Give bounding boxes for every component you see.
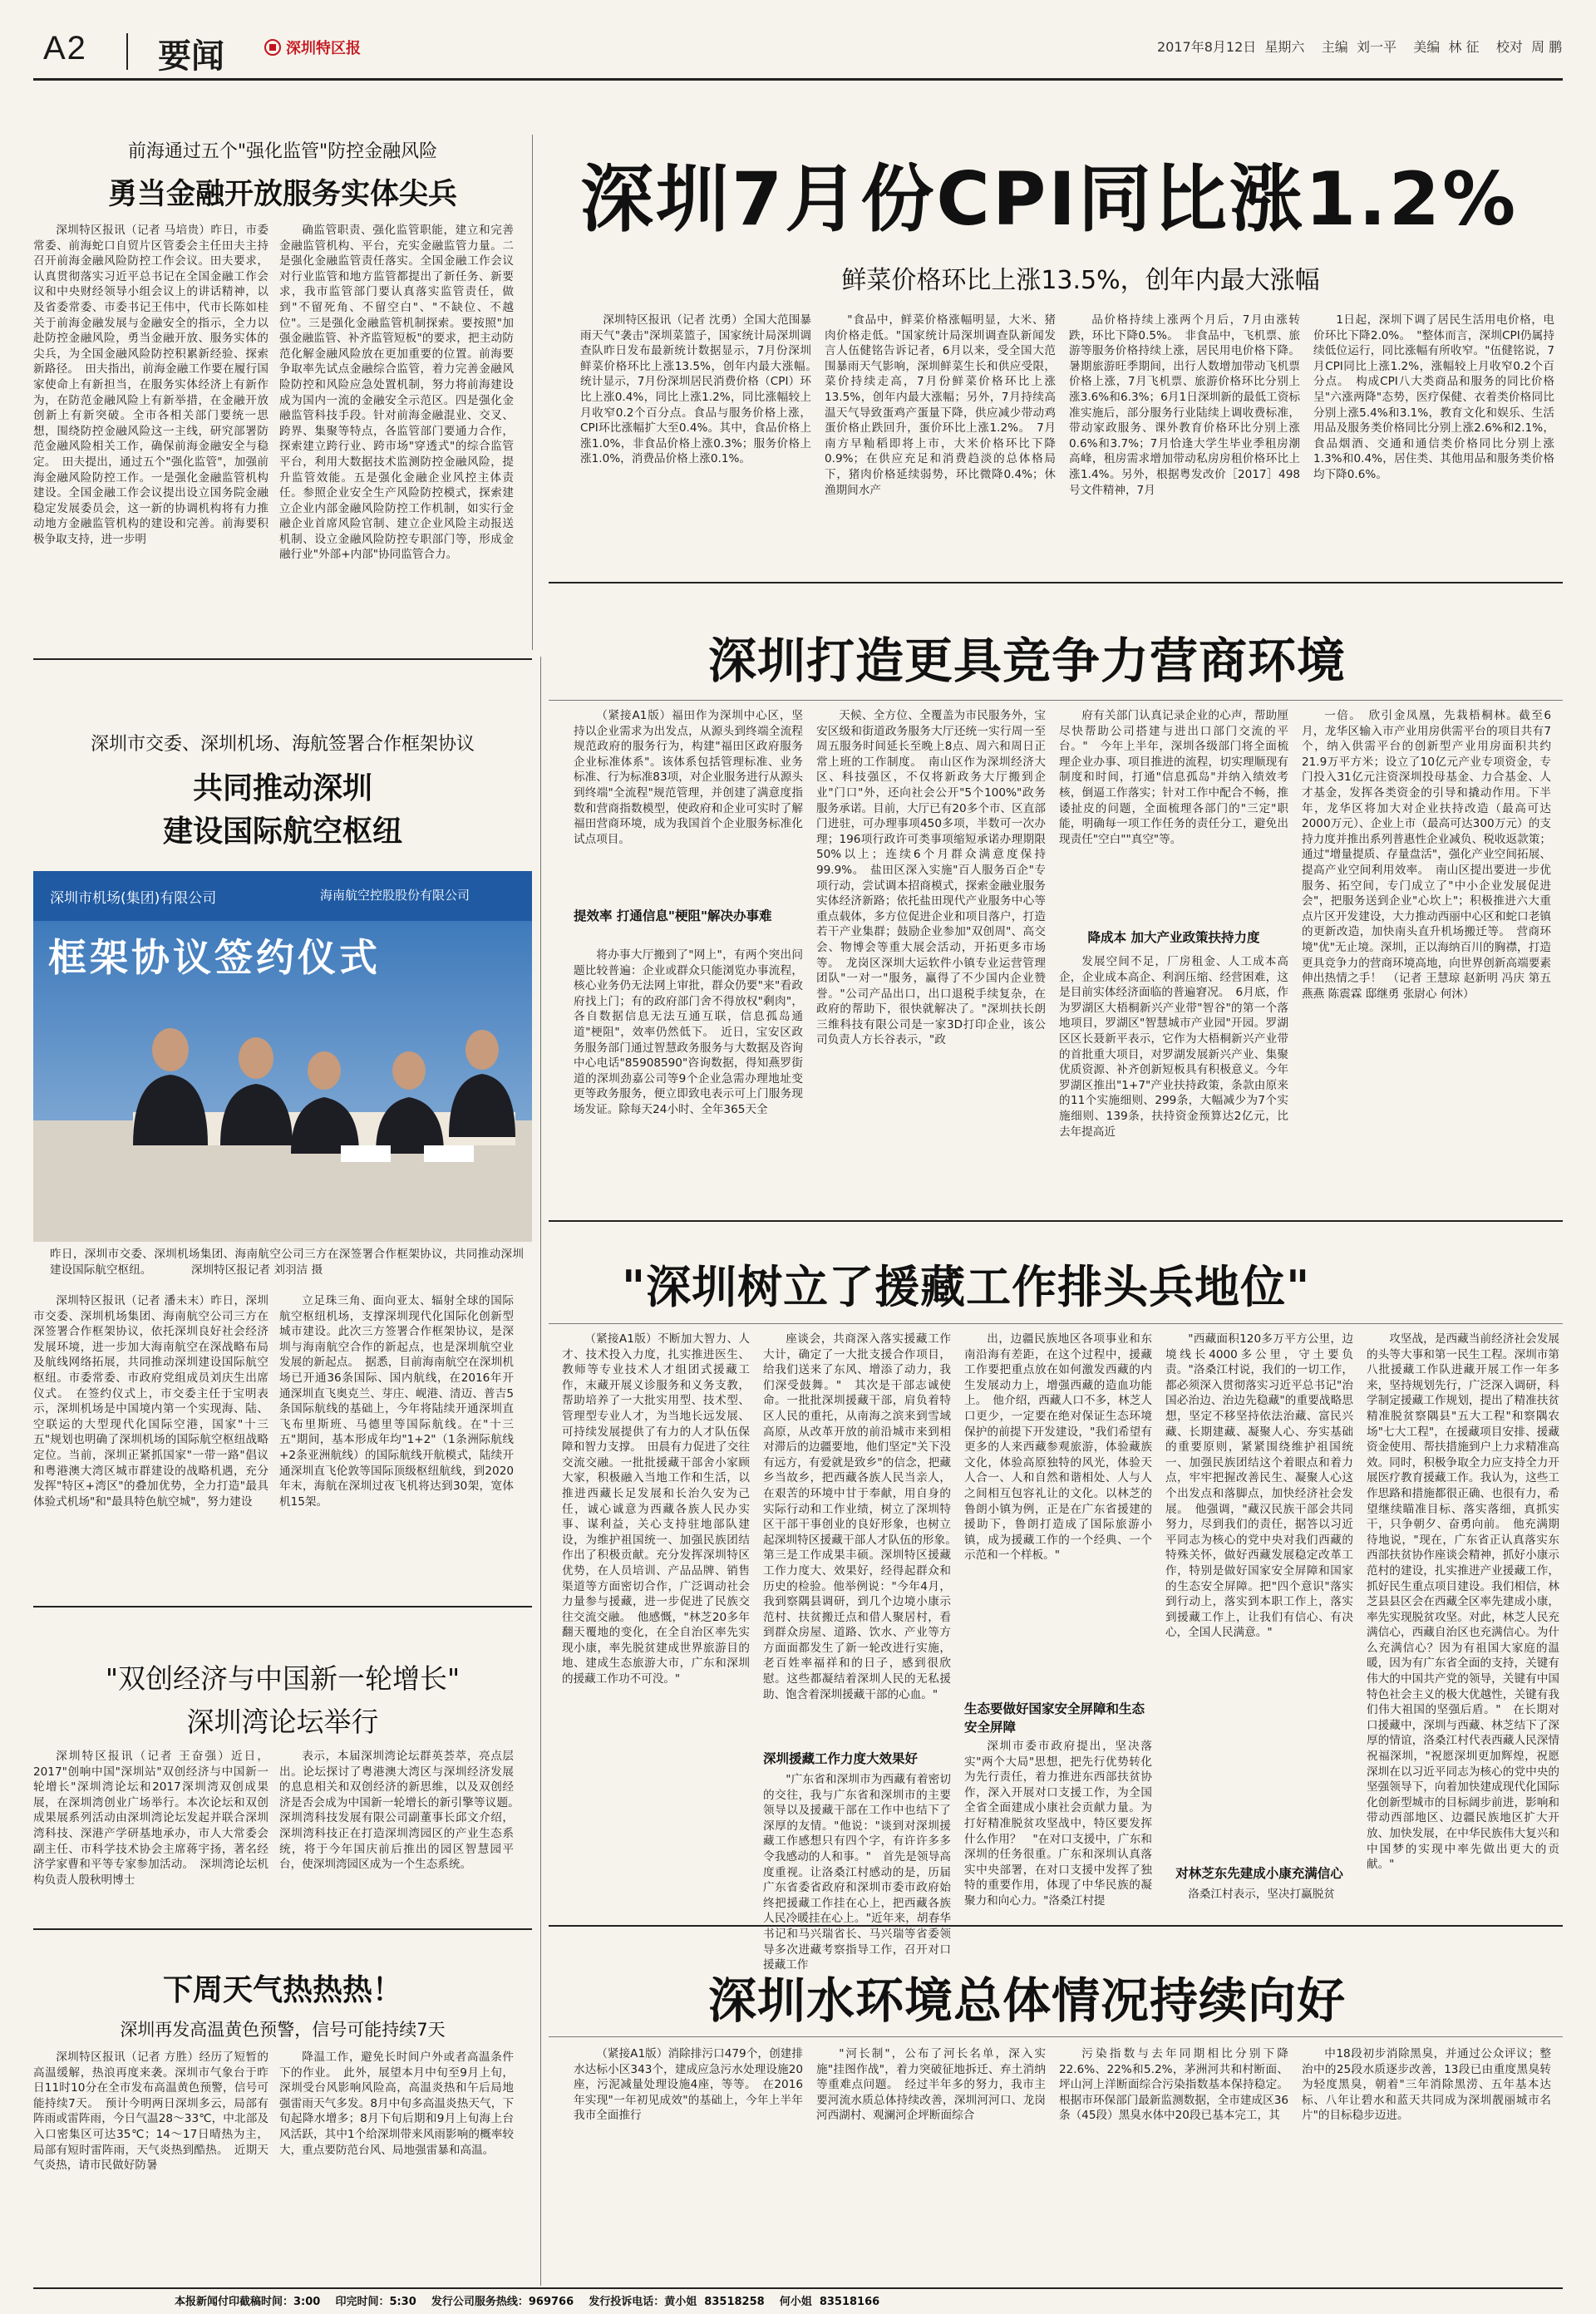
article-body-col3 — [1069, 313, 1300, 572]
paragraph: （紧接A1版）消除排污口479个，创建排水达标小区343个，建成应急污水处理设施20座，污泥减量处理设施4座，等等。 在2016年实现"一年初见成效"的基础上，今年上半年我市全面推行 — [574, 2047, 803, 2123]
article-body-col1 — [33, 223, 268, 647]
article-body-col2a — [763, 1332, 963, 1745]
article-kicker: 前海通过五个"强化监管"防控金融风险 — [127, 141, 438, 162]
article-body-col2 — [279, 1293, 514, 1596]
article-subhead-ecology: 生态要做好国家安全屏障和生态安全屏障 — [964, 1701, 1145, 1735]
paragraph: 深圳特区报讯（记者 马培贵）昨日，市委常委、前海蛇口自贸片区管委会主任田夫主持召开前海金融风险防控工作会议。田夫要求，认真贯彻落实习近平总书记在全国金融工作会议和中央财经领导小组会议上的讲话精神，以及省委常委、市委书记王伟中，代市长陈如桂关于前海金融发展与金融安全的指示，全力以赴防控金融风险，勇当金融开放、服务实体的尖兵，为全国金融风险防控积累新经验、探索新路径。 田夫指出，前海金融工作要在履行国家使命上有新担当，在服务实体经济上有新作为，在防范金融风险上有新举措，在金融开放创新上有新突破。全市各相关部门要统一思想，围绕防控金融风险这一主线，研究部署防范金融风险相关工作，确保前海金融安全与稳定。 田夫提出，通过五个"强化监管"，加强前海金融风险防控工作。一是强化金融监管机构建设。全国金融工作会议提出设立国务院金融稳定发展委员会，这一新的协调机构将有力推动地方金融监管机构的建设和完善。前海要积极争取支持，进一步明 — [33, 224, 268, 546]
column-divider — [532, 135, 533, 650]
signing-ceremony-photo — [33, 871, 532, 1242]
article-title: 勇当金融开放服务实体尖兵 — [107, 178, 457, 211]
article-body-col3a — [964, 1332, 1152, 1696]
article-body-col1 — [562, 1332, 750, 1910]
article-body-col4b — [1165, 1887, 1353, 1910]
article-body-col2b — [763, 1772, 951, 1972]
article-body-col1 — [580, 313, 823, 572]
paragraph: 品价格持续上涨两个月后，7月由涨转跌，环比下降0.5%。 非食品中，飞机票、旅游等服务价格持续上涨，居民用电价格下降。暑期旅游旺季期间，出行人数增加带动飞机票价格上涨，7月飞机票、旅游价格环比分别上涨3.6%和6.3%；6月1日深圳新的最低工资标准实施后，部分服务行业陆续上调收费标准，带动家政服务、课外教育价格环比分别上涨0.6%和3.7%；7月恰逢大学生毕业季租房潮高峰，租房需求增加带动私房房租价格环比上涨1.4%。另外，根据粤发改价［2017］498号文件精神，7月 — [1069, 313, 1300, 497]
paragraph: 确监管职责、强化监管职能，建立和完善金融监管机构、平台，充实金融监管力量。二是强化金融监管责任落实。全国金融工作会议对行业监管和地方监管都提出了新任务、新要求，我市监管部门要认真落实监管责任，做到"不留死角、不留空白"、"不缺位、不越位"。三是强化金融监管机制探索。要按照"加强金融监管、补齐监管短板"的要求，把主动防范化解金融风险放在更加重要的位置。前海要争取率先试点金融综合监管，着力完善金融风险防控和风险应急处置机制，努力将前海建设成为国内一流的金融安全示范区。四是强化金融监管科技手段。针对前海金融混业、交叉、跨界、集聚等特点，各监管部门要通力合作，探索建立跨行业、跨市场"穿透式"的综合监管平台，利用大数据技术监测防控金融风险，提升监管效能。五是强化金融企业风控主体责任。参照企业安全生产风险防控模式，探索建立企业内部金融风险防控工作机制，如实行金融企业首席风险官制、建立企业风险主动报送机制、设立金融风险防控专职部门等，形成金融行业"外部+内部"协同监管合力。 — [279, 224, 514, 562]
article-subtitle: 深圳再发高温黄色预警，信号可能持续7天 — [120, 2020, 446, 2040]
section-rule — [549, 1220, 1563, 1222]
photo-illustration — [33, 871, 532, 1242]
article-title-line1: 共同推动深圳 — [192, 771, 372, 805]
section-rule — [33, 1928, 532, 1930]
article-body-col1 — [33, 2050, 268, 2276]
page-number: A2 — [43, 30, 87, 66]
article-body-col4 — [1313, 313, 1554, 572]
article-title: 深圳水环境总体情况持续向好 — [708, 1972, 1347, 2029]
article-body-col2 — [279, 223, 514, 647]
paragraph: "西藏面积120多万平方公里，边境线长4000多公里，守土要负责。"洛桑江村说，我们的一切工作，都必须深入贯彻落实习近平总书记"治国必治边、治边先稳藏"的重要战略思想，坚定不移坚持依法治藏、富民兴藏、长期建藏、凝聚人心、夯实基础的重要原则，紧紧围绕维护祖国统一、加强民族团结这个着眼点和着力点，牢牢把握改善民生、凝聚人心这个出发点和落脚点，加快经济社会发展。 他强调，"藏汉民族干部会共同努力，尽到我们的责任，据答以习近平同志为核心的党中央对我们西藏的特殊关怀，做好西藏发展稳定改革工作，特别是做好国家安全屏障和国家的生态安全屏障。把"四个意识"落实到行动上，落实到本职工作上，落实到援藏工作上，让我们有信心、有决心，全国人民满意。" — [1165, 1332, 1353, 1640]
paragraph: 洛桑江村表示，坚决打赢脱贫 — [1188, 1888, 1335, 1901]
article-kicker: 深圳市交委、深圳机场、海航签署合作框架协议 — [90, 734, 475, 755]
paragraph: 座谈会，共商深入落实援藏工作大计，确定了一大批支援合作项目，给我们送来了东风、增添了动力，我们深受鼓舞。" 其次是干部志诚使命。一批批深圳援藏干部，肩负着特区人民的重托，从南海之滨来到雪域高原，从改革开放的前沿城市来到相对滞后的边疆要地，他们坚定"关下没有远方，有爱就是致乡"的信念，把藏乡当故乡，把西藏各族人民当亲人，在艰苦的环境中甘于奉献，用自身的实际行动和工作业绩，树立了深圳特区干部干事创业的良好形象，也树立起深圳特区援藏干部人才队伍的形象。 第三是工作成果丰硕。深圳特区援藏工作力度大、效果好，经得起群众和历史的检验。他举例说："今年4月，我到察隅县调研，到几个边境小康示范村、扶贫搬迁点和借人聚居村，看到群众房屋、道路、饮水、产业等方方面面都发生了新一轮改进行实施，老百姓率福祥和的日子，感到很欣慰。这些都凝结着深圳人民的无私援助、饱含着深圳援藏干部的心血。" — [763, 1332, 963, 1701]
photo-caption: 昨日，深圳市交委、深圳机场集团、海南航空公司三方在深签署合作框架协议，共同推动深圳建设国际航空枢纽。 深圳特区报记者 刘羽洁 摄 — [50, 1248, 524, 1277]
column-divider — [540, 657, 541, 2286]
article-body-col1 — [33, 1293, 268, 1596]
paper-name: 深圳特区报 — [286, 40, 361, 57]
paragraph: 将办事大厅搬到了"网上"，有两个突出问题比较普遍：企业或群众只能浏览办事流程，核心业务仍无法网上审批，群众仍要"来"看政府找上门；有的政府部门舍不得放权"剩肉"，各自数据信息无法互通互联，信息孤岛通道"梗阻"，效率仍然低下。 近日，宝安区政务服务部门通过智慧政务服务与大数据及咨询中心电话"85908590"咨询数据，得知燕罗街道的深圳劲嘉公司等9个企业急需办理地址变更等政务服务，便立即致电表示可上门服务现场发证。除每天24小时、全年365天全 — [574, 948, 803, 1116]
section-rule — [549, 1925, 1563, 1927]
footer-info: 本报新闻付印截稿时间：3:00 印完时间：5:30 发行公司服务热线：969766 发行投诉电话：黄小姐 83518258 何小姐 83518166 — [175, 2296, 880, 2308]
article-subhead-cost: 降成本 加大产业政策扶持力度 — [1087, 930, 1260, 945]
paragraph: 降温工作，避免长时间户外或者高温条件下的作业。 此外，展望本月中旬至9月上旬，深圳受台风影响风险高，高温炎热和午后局地强雷雨天气多发。8月中旬多高温炎热天气，下旬起降水增多；8月下旬后期和9月上旬海上台风活跃，其中1个给深圳带来风雨影响的概率较大，重点要防范台风、局地强雷暴和高温。 — [279, 2051, 514, 2157]
photo-logo-text-1: 深圳市机场(集团)有限公司 — [50, 890, 217, 907]
issue-info: 2017年8月12日 星期六 主编 刘一平 美编 林 征 校对 周 鹏 — [1157, 39, 1563, 55]
paragraph: 天候、全方位、全覆盖为市民服务外，宝安区级和街道政务服务大厅还统一实行周一至周五服务时间延长至晚上8点、周六和周日正常上班的工作制度。 南山区作为深圳经济大区、科技强区，不仅将新政务大厅搬到企业"门口"外，还向社会公开"5个100%"政务服务承诺。目前，大厅已有20多个市、区直部门进驻，可办理事项450多项，半数可一次办理；196项行政许可类事项缩短承诺办理期限50%以上；连续6个月群众满意度保持99.9%。 盐田区深入实施"百人服务百企"专项行动，尝试调本招商模式，探索金融业服务实体经济新路；依托盐田现代产业服务中心等重点载体，多方位促进企业和项目落户，打造若干产业集群；鼓励企业参加"双创周"、高交会、物博会等重大展会活动，开拓更多市场等。 龙岗区深圳大运软件小镇专业运营管理团队"一对一"服务，赢得了不少国内企业赞誉。"公司产品出口，出口退税手续复杂，在政府的帮助下，很快就解决了。"深圳扶长朗三维科技有限公司是一家3D打印企业，该公司负责人方长谷表示，"政 — [816, 709, 1046, 1047]
article-subtitle: 鲜菜价格环比上涨13.5%，创年内最大涨幅 — [841, 266, 1320, 295]
paragraph: 表示，本届深圳湾论坛群英荟萃，亮点层出。论坛探讨了粤港澳大湾区与深圳经济发展的息息相关和双创经济的新思维，以及双创经济是否会成为中国新一轮增长的新引擎等议题。 深圳湾科技发展有限公司副董事长邱文介绍，深圳湾科技正在打造深圳湾园区的产业生态系统，将于今年国庆前后推出的园区智慧园平台，使深圳湾园区成为一个生态系统。 — [279, 1750, 525, 1872]
article-title: "深圳树立了援藏工作排头兵地位" — [622, 1261, 1311, 1313]
paragraph: 污染指数与去年同期相比分别下降22.6%、22%和5.2%，茅洲河共和村断面、坪山河上洋断面综合污染指数基本保持稳定。根据市环保部门最新监测数据，全市建成区36条（45段）黑臭水体中20段已基本完工，其 — [1059, 2047, 1288, 2123]
article-body-col4a — [1165, 1332, 1353, 1814]
paragraph: 深圳特区报讯（记者 王奋强）近日，2017"创响中国"深圳站"双创经济与中国新一轮增长"深圳湾论坛和2017深圳湾双创成果展，在深圳湾创业广场举行。本次论坛和双创成果展系列活动由深圳湾论坛发起并联合深圳湾科技、深港产学研基地承办，市人大常委会副主任、市科学技术协会主席蒋宇扬，著名经济学家曹和平等专家参加活动。 深圳湾论坛机构负责人殷秋明博士 — [33, 1750, 268, 1887]
article-body-col3a — [1059, 708, 1288, 918]
article-title: 深圳7月份CPI同比涨1.2% — [580, 156, 1519, 242]
paragraph: "河长制"，公布了河长名单，深入实施"挂图作战"，着力突破征地拆迁、弃土消纳等重难点问题。 经过半年多的努力，我市主要河流水质总体持续改善，深圳河河口、龙岗河西湖村、观澜河企坪断面综合 — [816, 2047, 1046, 2123]
footer-rule — [33, 2287, 1563, 2289]
photo-banner-text: 框架协议签约仪式 — [48, 935, 381, 980]
masthead-divider — [126, 33, 128, 70]
paragraph: 1日起，深圳下调了居民生活用电价格，电价环比下降2.0%。 "整体而言，深圳CPI仍属持续低位运行，同比涨幅有所收窄。"伍健铭说，7月CPI同比上涨1.2%，涨幅较上月收窄0.2个百分点。 构成CPI八大类商品和服务的同比价格呈"六涨两降"态势，医疗保健、衣着类价格同比分别上涨5.4%和3.1%，教育文化和娱乐、生活用品及服务类价格同比分别上涨2.6%和2.1%，食品烟酒、交通和通信类价格同比分别上涨1.3%和0.4%，居住类、其他用品和服务类价格均下降0.6%。 — [1313, 313, 1554, 481]
title-rule — [549, 1323, 1563, 1324]
section-rule — [33, 1606, 532, 1607]
article-subhead-efficiency: 提效率 打通信息"梗阻"解决办事难 — [574, 908, 772, 923]
paragraph: 发展空间不足，厂房租金、人工成本高企，企业成本高企、利润压缩、经营困难，这是目前实体经济面临的普遍窘况。 6月底，作为罗湖区大梧桐新兴产业带"智谷"的第一个落地项目，罗湖区"智慧城市产业园"开园。罗湖区区长聂新平表示，它作为大梧桐新兴产业带的首批重大项目，对罗湖发展新兴产业、集聚优质资源、补齐创新短板具有积极意义。今年罗湖区推出"1+7"产业扶持政策，条款由原来的11个实施细则、299条，大幅减少为7个实施细则、139条，扶持资金预算达2亿元，比去年提高近 — [1059, 955, 1288, 1139]
article-body-col2 — [825, 313, 1056, 572]
paragraph: 深圳特区报讯（记者 沈勇）全国大范围暴雨天气"袭击"深圳菜篮子，国家统计局深圳调查队昨日发布最新统计数据显示，7月份深圳鲜菜价格环比上涨13.5%，创年内最大涨幅。 统计显示，7月份深圳居民消费价格（CPI）环比上涨0.4%，同比上涨1.2%，同比涨幅较上月收窄0.2个百分点。食品与服务价格上涨，CPI环比涨幅扩大至0.4%。其中，食品价格上涨1.0%，非食品价格上涨0.3%；服务价格上涨1.0%，消费品价格上涨0.1%。 — [580, 313, 823, 466]
section-rule — [33, 658, 532, 660]
article-body-col1 — [33, 1749, 268, 1915]
article-title-line2: 建设国际航空枢纽 — [162, 815, 402, 849]
paragraph: 深圳特区报讯（记者 方胜）经历了短暂的高温缓解，热浪再度来袭。深圳市气象台于昨日11时10分在全市发布高温黄色预警，信号可能持续7天。 预计今明两日深圳多云，局部有阵雨或雷阵雨，今日气温28～33℃，中北部及入口密集区可达35℃；14～17日晴热为主，局部有短时雷阵雨，天气炎热到酷热。 近期天气炎热，请市民做好防暑 — [33, 2051, 268, 2173]
article-body-col4 — [1302, 2046, 1551, 2276]
paragraph: 中18段初步消除黑臭，并通过公众评议；整治中的25段水质逐步改善，13段已由重度黑臭转为轻度黑臭，朝着"三年消除黑涝、五年基本达标、八年让碧水和蓝天共同成为深圳靓丽城市名片"的目标稳步迈进。 — [1302, 2047, 1551, 2123]
article-body-col3b — [1059, 954, 1288, 1207]
article-body-col1b — [574, 948, 803, 1207]
paragraph: 立足珠三角、面向亚太、辐射全球的国际航空枢纽机场，支撑深圳现代化国际化创新型城市建设。此次三方签署合作框架协议，是深圳与海南航空合作的新起点，也是深圳航空业发展的新起点。 据悉，目前海南航空在深圳机场已开通36条国际、国内航线，在2016年开通深圳直飞奥克兰、芽庄、岘港、清迈、普吉5条国际航线的基础上，今年将陆续开通深圳直飞布里斯班、马德里等国际航线。在"十三五"期间，基本形成年均"1+2"（1条洲际航线+2条亚洲航线）的国际航线开航模式，陆续开通深圳直飞伦敦等国际顶级枢纽航线，到2020年末，海航在深圳过夜飞机将达到30架，宽体机15架。 — [279, 1294, 514, 1509]
paragraph: 攻坚战，是西藏当前经济社会发展的头等大事和第一民生工程。深圳市第八批援藏工作队进藏开展工作一年多来，坚持规划先行，广泛深入调研，科学制定援藏工作规划，提出了精准扶贫精准脱贫察隅县"五大工程"和察隅农场"七大工程"，在援藏项目安排、援藏资金使用、帮扶措施到户上力求精准高效。同时，积极争取全力应支持全力开展医疗教育援藏工作。我认为，这些工作思路和措施都很正确、也很有力，希望继续瞄准目标、落实落细，真抓实干，只争朝夕、奋勇向前。 他充满期待地说，"现在，广东省正认真落实东西部扶贫协作座谈会精神，抓好小康示范村的建设，扎实推进产业援藏工作，抓好民生重点项目建设。我们相信，林芝县县区会在西藏全区率先建成小康，率先实现脱贫攻坚。对此，林芝人民充满信心，西藏自治区也充满信心。为什么充满信心？因为有祖国大家庭的温暖，因为有广东省全面的支持，关键有伟大的中国共产党的领导，关键有中国特色社会主义的极大优越性，关键有我们伟大祖国的坚强后盾。" 在长期对口援藏中，深圳与西藏、林芝结下了深厚的情谊，洛桑江村代表西藏人民深情祝福深圳，"祝愿深圳更加辉煌，祝愿深圳在以习近平同志为核心的党中央的坚强领导下，向着加快建成现代化国际化创新型城市的目标阔步前进，影响和带动西部地区、边疆民族地区扩大开放、加快发展，在中华民族伟大复兴和中国梦的实现中率先做出更大的贡献。" — [1367, 1332, 1559, 1872]
paragraph: "食品中，鲜菜价格涨幅明显，大米、猪肉价格走低。"国家统计局深圳调查队新闻发言人伍健铭告诉记者，6月以来，受全国大范围暴雨天气影响，深圳鲜菜生长和供应受限，菜价持续走高，7月份鲜菜价格环比上涨13.5%，创年内最大涨幅；另外，7月持续高温天气导致蛋鸡产蛋量下降，供应减少带动鸡蛋价格止跌回升，蛋价环比上涨1.2%。 7月南方早籼稻即将上市，大米价格环比下降0.9%；在供应充足和消费趋淡的总体格局下，猪肉价格延续弱势，环比微降0.4%；休渔期间水产 — [825, 313, 1056, 497]
paragraph: （紧接A1版）不断加大智力、人才、技术投入力度，扎实推进医生、教师等专业技术人才组团式援藏工作，末藏开展义诊服务和义务支教，帮助培养了一大批实用型、技术型、管理型专业人才，为当地长远发展、可持续发展提供了有力的人才队伍保障和智力支撑。 田晨有力促进了交往交流交融。一批批援藏干部舍小家顾大家，积极融入当地工作和生活，以推进西藏长足发展和长治久安为己任，诚心诚意为西藏各族人民办实事、谋利益，关心支持驻地部队建设，为维护祖国统一、加强民族团结作出了积极贡献。充分发挥深圳特区优势，在人员培训、产品品牌、销售渠道等方面密切合作，广泛调动社会力量参与援藏，进一步促进了民族交往交流交融。 他感慨，"林芝20多年翻天覆地的变化，在全自治区率先实现小康，率先脱贫建成世界旅游目的地、建成生态旅游大市，广东和深圳的援藏工作功不可没。" — [562, 1332, 750, 1686]
masthead-rule — [33, 78, 1563, 81]
paragraph: 府有关部门认真记录企业的心声，帮助厘尽快帮助公司搭建与进出口部门交流的平台。" 今年上半年，深圳各级部门将全面梳理企业办事、项目推进的流程，切实理顺现有制度和时间，打通"信息孤岛"并纳入绩效考核，倒逼工作落实；针对工作中配合不畅，推诿扯皮的问题，全面梳理各部门的"三定"职能，明确每一项工作任务的责任分工，避免出现责任"空白""真空"等。 — [1059, 709, 1288, 846]
article-body-col2 — [279, 1749, 525, 1915]
article-body-col2 — [816, 2046, 1046, 2276]
article-title-line2: 深圳湾论坛举行 — [186, 1706, 379, 1738]
article-title: 深圳打造更具竞争力营商环境 — [708, 633, 1347, 689]
paper-logo — [264, 37, 361, 58]
photo-logo-text-2: 海南航空控股股份有限公司 — [320, 888, 470, 903]
paragraph: 出，边疆民族地区各项事业和东南沿海有差距，在这个过程中，援藏工作要把重点放在如何激发西藏的内生发展动力上，增强西藏的造血功能上。 他介绍，西藏人口不多，林芝人口更少，一定要在绝对保证生态环境保护的前提下开发建设，"我们希望有更多的人来西藏参观旅游，体验藏族文化，体验高原独特的风光，体验天人合一、人和自然和谐相处、人与人之间相互包容礼让的文化。以林芝的鲁朗小镇为例，正是在广东省援建的援助下，鲁朗打造成了国际旅游小镇，成为援藏工作的一个经典、一个示范和一个样板。" — [964, 1332, 1152, 1563]
article-body-col2 — [279, 2050, 514, 2276]
article-body-col3 — [1059, 2046, 1288, 2276]
article-title: 下周天气热热热！ — [162, 1973, 402, 2007]
paragraph: 一倍。 欣引金凤凰，先栽梧桐林。截至6月，龙华区输入市产业用房供需平台的项目共有7个，纳入供需平台的创新型产业用房面积共约21.9万平方米；设立了10亿元产业专项资金，专门投入31亿元注资深圳投母基金、力合基金、人才基金，发挥各类资金的引导和撬动作用。下半年，龙华区将加大对企业扶持改造（最高可达2000万元）、企业上市（最高可达300万元）的支持力度并推出系列普惠性企业减负、税收返款策；通过"增量提质、存量盘活"，强化产业空间拓展、提高产业空间利用效率。 南山区提出要进一步优服务、拓空间，专门成立了"中小企业发展促进会"，把服务送到企业"心坎上"；积极推进六大重点片区开发建设，大力推动西丽中心区和蛇口老镇的更新改造，加快南头直升机场搬迁等。 营商环境"优"无止境。深圳，正以海纳百川的胸襟，打造更具竞争力的营商环境高地，向世界创新高端要素伸出热情之手！ （记者 王慧琼 赵新明 冯庆 第五燕燕 陈震霖 邸继勇 张尉心 何沐） — [1302, 709, 1551, 1001]
article-body-col3b — [964, 1739, 1152, 1910]
article-body-col1a — [574, 708, 803, 901]
paragraph: 深圳特区报讯（记者 潘未末）昨日，深圳市交委、深圳机场集团、海南航空公司三方在深签署合作框架协议，依托深圳良好社会经济发展环境，进一步加大海南航空在深战略布局及航线网络拓展，共同推动深圳建设国际航空枢纽。市委常委、市政府党组成员刘庆生出席仪式。 在签约仪式上，市交委主任于宝明表示，深圳机场是中国境内第一个实现海、陆、空联运的大型现代化国际空港，国家"十三五"规划也明确了深圳机场的国际航空枢纽战略定位。当前，深圳正紧抓国家"一带一路"倡议和粤港澳大湾区城市群建设的战略机遇，充分发挥"特区+湾区"的叠加优势，全力打造"最具体验式机场"和"最具特色航空城"，努力建设 — [33, 1294, 268, 1509]
section-rule — [549, 582, 1563, 583]
article-body-col5 — [1367, 1332, 1559, 1910]
article-body-col1 — [574, 2046, 803, 2276]
article-subhead-confidence: 对林芝东先建成小康充满信心 — [1175, 1866, 1343, 1881]
paragraph: "广东省和深圳市为西藏有着密切的交往，我与广东省和深圳市的主要领导以及援藏干部在工作中也结下了深厚的友情。"他说："谈到对深圳援藏工作感想只有四个字，有许许多多令我感动的人和事。" 首先是领导高度重视。让洛桑江村感动的是，历届广东省委省政府和深圳市委市政府始终把援藏工作挂在心上，把西藏各族人民冷暖挂在心上。"近年来，胡春华书记和马兴瑞省长、马兴瑞等省委领导多次进藏考察指导工作，召开对口援藏工作 — [763, 1773, 951, 1972]
title-rule — [549, 2036, 1563, 2037]
section-title: 要闻 — [158, 37, 224, 76]
paper-logo-icon — [264, 39, 281, 56]
article-title-line1: "双创经济与中国新一轮增长" — [105, 1662, 461, 1695]
paragraph: （紧接A1版）福田作为深圳中心区，坚持以企业需求为出发点，从源头到终端全流程规范政府的服务行为，构建"福田区政府服务企业标准体系"。该体系包括管理标准、业务标准、行为标准83项，对企业服务进行从源头到终端"全流程"规范管理，并创建了满意度指数和营商指数模型，使政府和企业可实时了解福田营商环境，成为我国首个企业服务标准化试点项目。 — [574, 709, 803, 846]
paragraph: 深圳市委市政府提出，坚决落实"两个大局"思想，把先行优势转化为先行责任，着力推进东西部扶贫协作，深入开展对口支援工作，为全国全省全面建成小康社会贡献力量。为打好精准脱贫攻坚战中，特区要发挥什么作用？ "在对口支援中，广东和深圳的任务很重。广东和深圳认真落实中央部署，在对口支援中发挥了独特的重要作用，体现了中华民族的凝聚力和向心力。"洛桑江村提 — [964, 1740, 1152, 1908]
article-body-col4 — [1302, 708, 1551, 1207]
article-body-col2 — [816, 708, 1046, 1207]
article-subhead-effect: 深圳援藏工作力度大效果好 — [763, 1751, 919, 1766]
title-rule — [549, 700, 1563, 701]
